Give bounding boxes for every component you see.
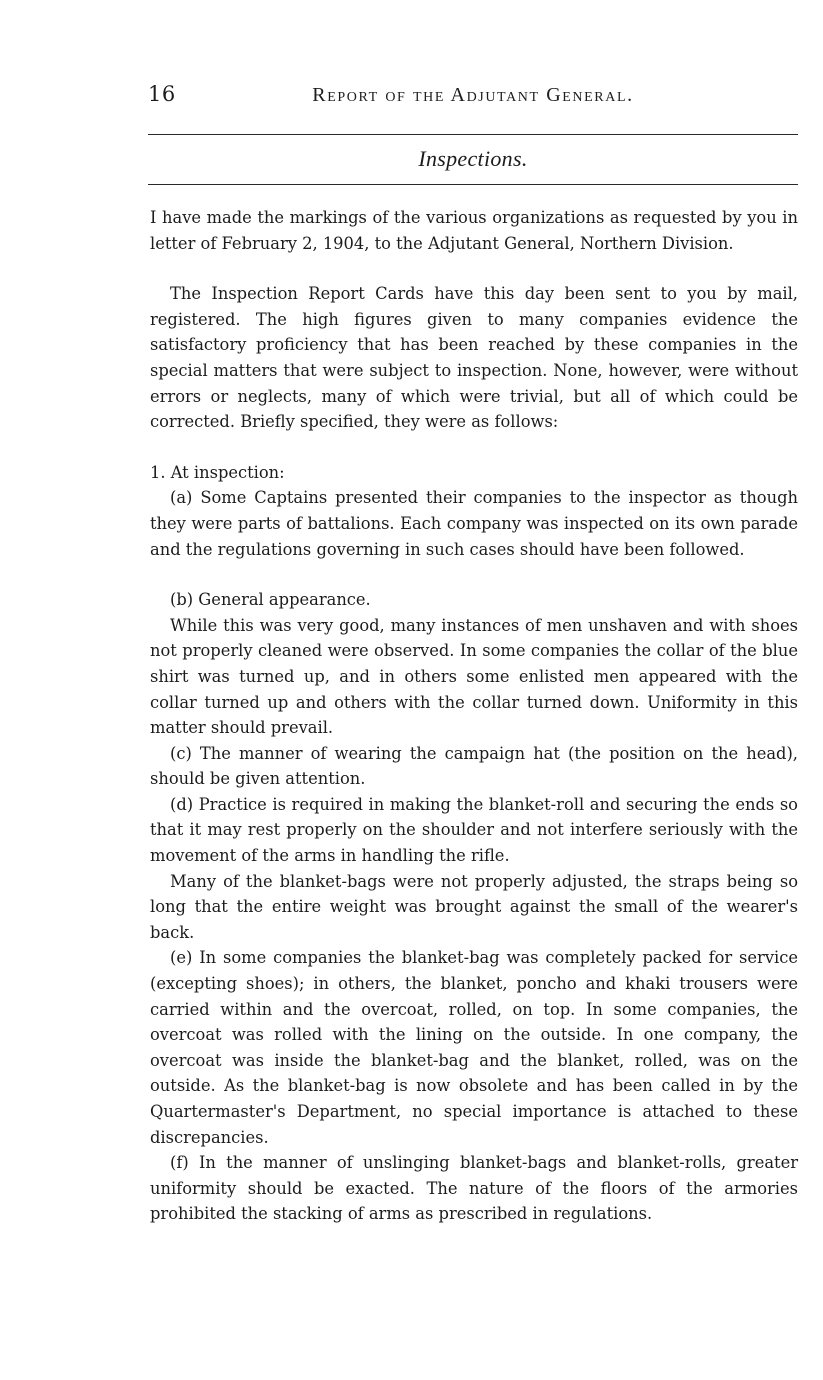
paragraph-item-a: (a) Some Captains presented their companies to the inspector as though they were parts of battalions. Each company was inspected on its own parade and the regulations governing in such cases should have been followed.: [150, 488, 798, 559]
page-number: 16: [148, 82, 176, 106]
page-header: [148, 82, 798, 112]
header-rule-bottom: [148, 184, 798, 185]
paragraph-item-f: (f) In the manner of unslinging blanket-bags and blanket-rolls, greater uniformity should be exacted. The nature of the floors of the armories prohibited the stacking of arms as prescribed in regulations.: [150, 1153, 798, 1224]
paragraph-item-c: (c) The manner of wearing the campaign hat (the position on the head), should be given attention.: [150, 743, 798, 789]
paragraph-report-cards: The Inspection Report Cards have this day been sent to you by mail, registered. The high figures given to many companies evidence the satisfactory proficiency that has been reached by these companies in the special matters that were subject to inspection. None, however, were without errors or neglects, many of which were trivial, but all of which could be corrected. Briefly specified, they were as follows:: [150, 284, 798, 432]
paragraph-item-d: (d) Practice is required in making the blanket-roll and securing the ends so that it may rest properly on the shoulder and not interfere seriously with the movement of the arms in handling the rifle.: [150, 794, 798, 866]
paragraph-item-e: (e) In some companies the blanket-bag was completely packed for service (excepting shoes); in others, the blanket, poncho and khaki trousers were carried within and the overcoat, rolled, on top. In some companies, the overcoat was rolled with the lining on the outside. In one company, the overcoat was inside the blanket-bag and the blanket, rolled, was on the outside. As the blanket-bag is now obsolete and has been called in by the Quartermaster's Department, no special importance is attached to these discrepancies.: [150, 948, 798, 1147]
paragraph-intro: I have made the markings of the various organizations as requested by you in letter of February 2, 1904, to the Adjutant General, Northern Division.: [150, 208, 798, 253]
running-title: Report of the Adjutant General.: [312, 84, 634, 106]
section-title: Inspections.: [418, 146, 528, 171]
header-rule-top: [148, 134, 798, 135]
paragraph-at-inspection: 1. At inspection:: [150, 462, 285, 482]
paragraph-general-appearance: While this was very good, many instances of men unshaven and with shoes not properly cleaned were observed. In some companies the collar of the blue shirt was turned up, and in others some enlisted men appeared with the collar turned up and others with the collar turned down. Uniformity in this matter should prevail.: [150, 615, 798, 738]
body-text: [150, 205, 798, 1227]
paragraph-item-b: (b) General appearance.: [170, 590, 371, 610]
paragraph-blanket-bags: Many of the blanket-bags were not properly adjusted, the straps being so long that the entire weight was brought against the small of the wearer's back.: [150, 871, 798, 942]
